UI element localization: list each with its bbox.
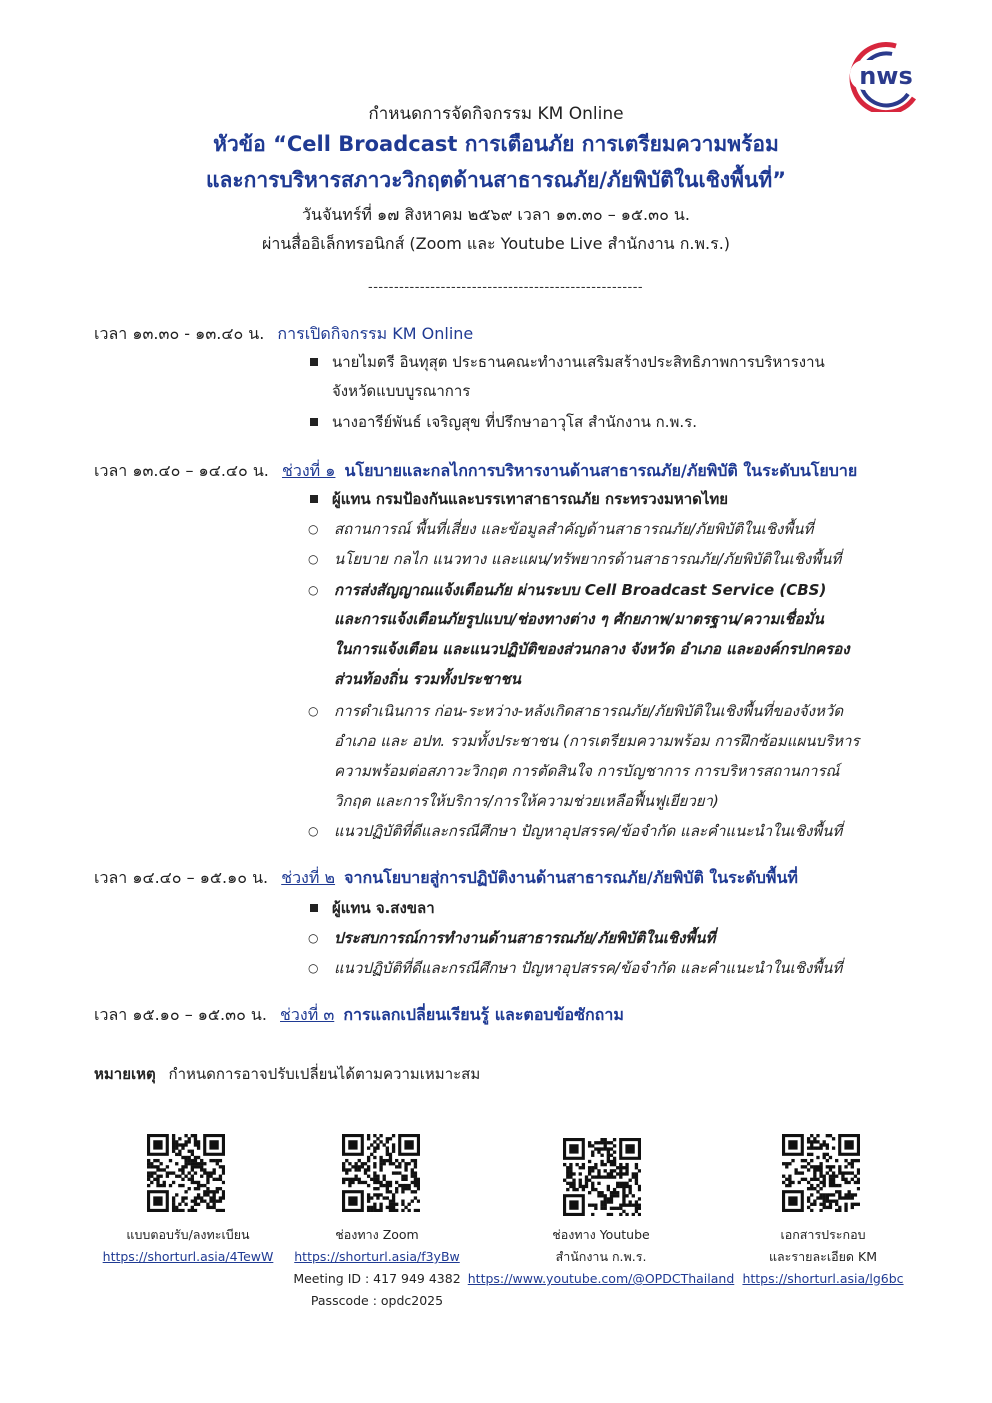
zoom-link[interactable]: https://shorturl.asia/f3yBw — [294, 1249, 460, 1264]
session-title: นโยบายและกลไกการบริหารงานด้านสาธารณภัย/ภัยพิบัติ ในระดับนโยบาย — [344, 461, 858, 480]
agenda-row-1 — [94, 322, 473, 347]
session-label: ช่วงที่ ๓ — [280, 1005, 335, 1024]
zoom-meeting-id: Meeting ID : 417 949 4382 — [293, 1271, 461, 1286]
qr-label: และรายละเอียด KM — [768, 1249, 878, 1264]
qr-caption-zoom — [293, 1224, 460, 1312]
qr-caption-youtube — [468, 1224, 735, 1290]
topic-item-cont: ความพร้อมต่อสภาวะวิกฤต การตัดสินใจ การบัญชาการ การบริหารสถานการณ์ — [334, 762, 840, 780]
circle-bullet-icon: ○ — [308, 961, 319, 975]
event-channel: ผ่านสื่ออิเล็กทรอนิกส์ (Zoom และ Youtube Live สำนักงาน ก.พ.ร.) — [261, 234, 731, 253]
session-label: ช่วงที่ ๒ — [281, 868, 336, 887]
qr-code-icon[interactable] — [782, 1134, 860, 1212]
zoom-passcode: Passcode : opdc2025 — [310, 1293, 444, 1308]
qr-label: เอกสารประกอบ — [780, 1227, 866, 1242]
qr-code-icon[interactable] — [563, 1138, 641, 1216]
agenda-time: เวลา ๑๓.๔๐ – ๑๔.๔๐ น. — [94, 461, 269, 480]
registration-link[interactable]: https://shorturl.asia/4TewW — [102, 1249, 274, 1264]
agenda-time: เวลา ๑๕.๑๐ – ๑๕.๓๐ น. — [94, 1005, 267, 1024]
qr-label: ช่องทาง Zoom — [335, 1227, 419, 1242]
topic-item: ประสบการณ์การทำงานด้านสาธารณภัย/ภัยพิบัติในเชิงพื้นที่ — [334, 929, 716, 947]
remark — [94, 1062, 480, 1086]
circle-bullet-icon: ○ — [308, 704, 319, 718]
agenda-title: การเปิดกิจกรรม KM Online — [277, 324, 474, 343]
remark-label: หมายเหตุ — [94, 1065, 156, 1083]
session-title: การแลกเปลี่ยนเรียนรู้ และตอบข้อซักถาม — [343, 1005, 624, 1024]
square-bullet-icon — [310, 418, 318, 426]
circle-bullet-icon: ○ — [308, 824, 319, 838]
speaker-1-line-1: นายไมตรี อินทุสุต ประธานคณะทำงานเสริมสร้างประสิทธิภาพการบริหารงาน — [332, 353, 825, 371]
square-bullet-icon — [310, 495, 318, 503]
circle-bullet-icon: ○ — [308, 522, 319, 536]
divider: ----------------------------------------------------- — [368, 280, 644, 295]
square-bullet-icon — [310, 904, 318, 912]
topic-item-cont: ส่วนท้องถิ่น รวมทั้งประชาชน — [334, 670, 521, 688]
agenda-row-3 — [94, 866, 798, 891]
agenda-row-4 — [94, 1003, 624, 1028]
event-date: วันจันทร์ที่ ๑๗ สิงหาคม ๒๕๖๙ เวลา ๑๓.๓๐ – ๑๕.๓๐ น. — [302, 205, 690, 224]
documents-link[interactable]: https://shorturl.asia/lg6bc — [742, 1271, 904, 1286]
qr-label: ช่องทาง Youtube — [552, 1227, 650, 1242]
session-representative: ผู้แทน จ.สงขลา — [332, 899, 435, 917]
agenda-time: เวลา ๑๓.๓๐ - ๑๓.๔๐ น. — [94, 324, 265, 343]
agenda-time: เวลา ๑๔.๔๐ – ๑๕.๑๐ น. — [94, 868, 269, 887]
qr-code-icon[interactable] — [147, 1134, 225, 1212]
topic-item-cont: วิกฤต และการให้บริการ/การให้ความช่วยเหลือฟื้นฟูเยียวยา) — [334, 792, 719, 810]
circle-bullet-icon: ○ — [308, 583, 319, 597]
session-label: ช่วงที่ ๑ — [281, 461, 336, 480]
topic-item-cont: และการแจ้งเตือนภัยรูปแบบ/ช่องทางต่าง ๆ ศักยภาพ/มาตรฐาน/ความเชื่อมั่น — [334, 610, 824, 628]
youtube-link[interactable]: https://www.youtube.com/@OPDCThailand — [467, 1271, 735, 1286]
qr-label: แบบตอบรับ/ลงทะเบียน — [126, 1227, 250, 1242]
qr-caption-documents — [742, 1224, 903, 1290]
circle-bullet-icon: ○ — [308, 552, 319, 566]
topic-item: แนวปฏิบัติที่ดีและกรณีศึกษา ปัญหาอุปสรรค/ข้อจำกัด และคำแนะนำในเชิงพื้นที่ — [334, 959, 843, 977]
topic-item-cont: อำเภอ และ อปท. รวมทั้งประชาชน (การเตรียมความพร้อม การฝึกซ้อมแผนบริหาร — [334, 732, 860, 750]
topic-item: นโยบาย กลไก แนวทาง และแผน/ทรัพยากรด้านสาธารณภัย/ภัยพิบัติในเชิงพื้นที่ — [334, 550, 842, 568]
topic-item: การส่งสัญญาณแจ้งเตือนภัย ผ่านระบบ Cell Broadcast Service (CBS) — [334, 581, 827, 599]
speaker-2: นางอารีย์พันธ์ เจริญสุข ที่ปรึกษาอาวุโส สำนักงาน ก.พ.ร. — [332, 413, 697, 431]
topic-item-cont: ในการแจ้งเตือน และแนวปฏิบัติของส่วนกลาง จังหวัด อำเภอ และองค์กรปกครอง — [334, 640, 850, 658]
session-representative: ผู้แทน กรมป้องกันและบรรเทาสาธารณภัย กระทรวงมหาดไทย — [332, 490, 729, 508]
topic-line-2: และการบริหารสภาวะวิกฤตด้านสาธารณภัย/ภัยพิบัติในเชิงพื้นที่” — [205, 168, 787, 192]
topic-item: การดำเนินการ ก่อน-ระหว่าง-หลังเกิดสาธารณภัย/ภัยพิบัติในเชิงพื้นที่ของจังหวัด — [334, 702, 844, 720]
agenda-row-2 — [94, 459, 857, 484]
speaker-1-line-2: จังหวัดแบบบูรณาการ — [332, 382, 471, 400]
topic-item: สถานการณ์ พื้นที่เสี่ยง และข้อมูลสำคัญด้านสาธารณภัย/ภัยพิบัติในเชิงพื้นที่ — [334, 520, 814, 538]
square-bullet-icon — [310, 358, 318, 366]
circle-bullet-icon: ○ — [308, 931, 319, 945]
remark-text: กำหนดการอาจปรับเปลี่ยนได้ตามความเหมาะสม — [168, 1065, 481, 1083]
session-title: จากนโยบายสู่การปฏิบัติงานด้านสาธารณภัย/ภัยพิบัติ ในระดับพื้นที่ — [344, 868, 798, 887]
logo-text: nws — [859, 62, 913, 90]
doc-title: กำหนดการจัดกิจกรรม KM Online — [368, 104, 624, 124]
topic-line-1: หัวข้อ “Cell Broadcast การเตือนภัย การเตรียมความพร้อม — [213, 132, 779, 156]
qr-caption-registration — [103, 1224, 274, 1268]
qr-label: สำนักงาน ก.พ.ร. — [555, 1249, 647, 1264]
topic-item: แนวปฏิบัติที่ดีและกรณีศึกษา ปัญหาอุปสรรค/ข้อจำกัด และคำแนะนำในเชิงพื้นที่ — [334, 822, 843, 840]
qr-code-icon[interactable] — [342, 1134, 420, 1212]
